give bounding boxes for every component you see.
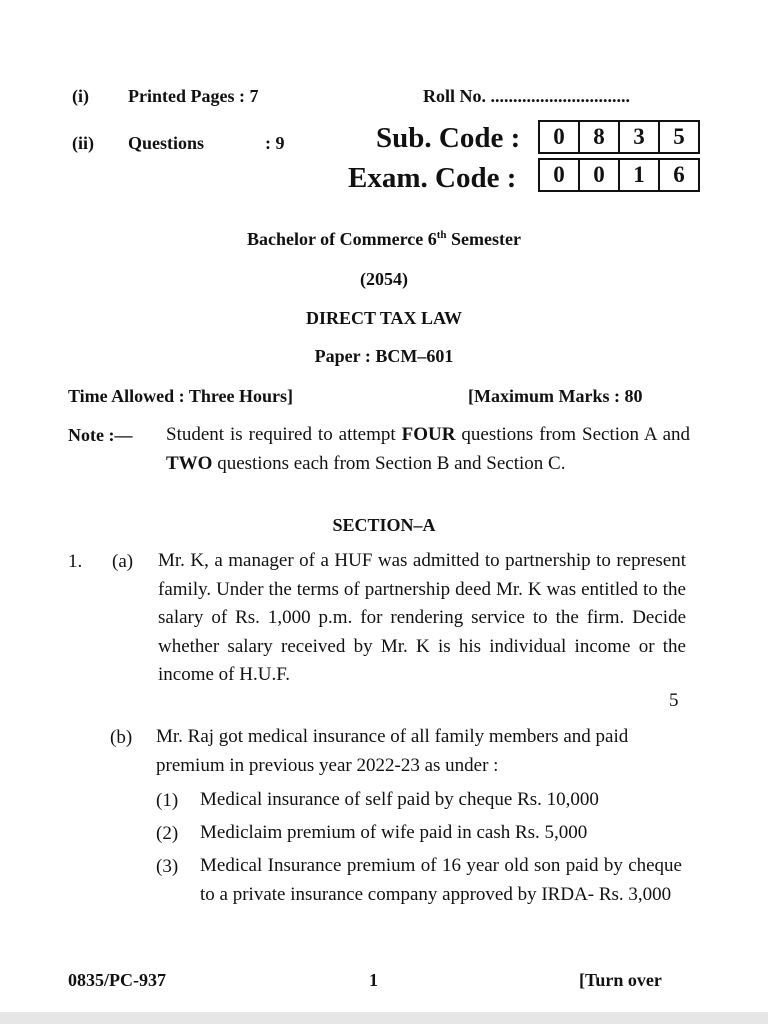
paper-code: Paper : BCM–601 [314, 346, 454, 366]
printed-pages-number: (i) [72, 86, 89, 106]
sub-code-digit: 5 [658, 122, 698, 152]
note-text-3: questions each from Section B and Section C. [212, 452, 566, 474]
course-main: Bachelor of Commerce 6 [246, 229, 437, 249]
section-heading: SECTION–A [332, 515, 436, 535]
exam-code-digit: 0 [553, 162, 565, 187]
footer-paper-code: 0835/PC-937 [68, 970, 166, 990]
maximum-marks: [Maximum Marks : 80 [468, 386, 643, 406]
question-number: 1. [68, 551, 83, 572]
printed-pages-line [128, 86, 258, 107]
item-text: Medical Insurance premium of 16 year old son paid by cheque to a private insurance company approved by IRDA- Rs. 3,000 [200, 855, 682, 905]
part-a-text: Mr. K, a manager of a HUF was admitted to partnership to represent family. Under the terms of partnership deed Mr. K was entitled to the salary of Rs. 1,000 p.m. for rendering service to the firm. Decide whether salary received by Mr. K is his individual income or the income of H.U.F. [158, 550, 686, 685]
exam-code-digit: 1 [618, 160, 658, 190]
item-number: (1) [156, 790, 179, 811]
roll-no: Roll No. ............................... [423, 86, 630, 106]
course-code: (2054) [360, 269, 408, 289]
sub-code-label: Sub. Code : [376, 122, 521, 154]
subject-title: DIRECT TAX LAW [305, 308, 463, 328]
printed-pages-value: 7 [249, 86, 259, 106]
time-allowed: Time Allowed : Three Hours] [68, 386, 293, 406]
note-text [166, 421, 690, 478]
course-superscript: th [436, 229, 447, 241]
sub-code-digit: 0 [553, 124, 565, 149]
questions-value: : 9 [265, 133, 285, 153]
note-text-1: Student is required to attempt [166, 424, 402, 445]
course-title [0, 229, 768, 250]
exam-code-label: Exam. Code : [348, 162, 517, 194]
part-b-label: (b) [110, 727, 133, 748]
note-bold-two: TWO [166, 452, 213, 474]
item-text: Medical insurance of self paid by cheque Rs. 10,000 [200, 789, 599, 810]
exam-code-box [538, 158, 700, 192]
turn-over: [Turn over [579, 970, 662, 990]
part-a-label: (a) [112, 551, 134, 572]
questions-label: Questions [128, 133, 205, 153]
printed-pages-label: Printed Pages : [128, 86, 245, 106]
page-number: 1 [369, 970, 378, 990]
course-tail: Semester [446, 229, 522, 249]
part-a-marks: 5 [669, 690, 679, 711]
exam-code-digit: 0 [578, 160, 618, 190]
item-number: (2) [156, 823, 179, 844]
sub-code-digit: 8 [578, 122, 618, 152]
sub-code-box [538, 120, 700, 154]
questions-number: (ii) [72, 133, 94, 153]
note-bold-four: FOUR [401, 424, 456, 445]
item-number: (3) [156, 856, 179, 877]
sub-code-digit: 3 [618, 122, 658, 152]
scan-edge [0, 1012, 768, 1024]
exam-code-digit: 6 [658, 160, 698, 190]
note-text-2: questions from Section A and [455, 424, 691, 445]
note-label: Note :— [68, 425, 133, 445]
part-b-text: Mr. Raj got medical insurance of all family members and paid premium in previous year 2022-23 as under : [156, 726, 629, 776]
item-text: Mediclaim premium of wife paid in cash Rs. 5,000 [200, 822, 588, 843]
